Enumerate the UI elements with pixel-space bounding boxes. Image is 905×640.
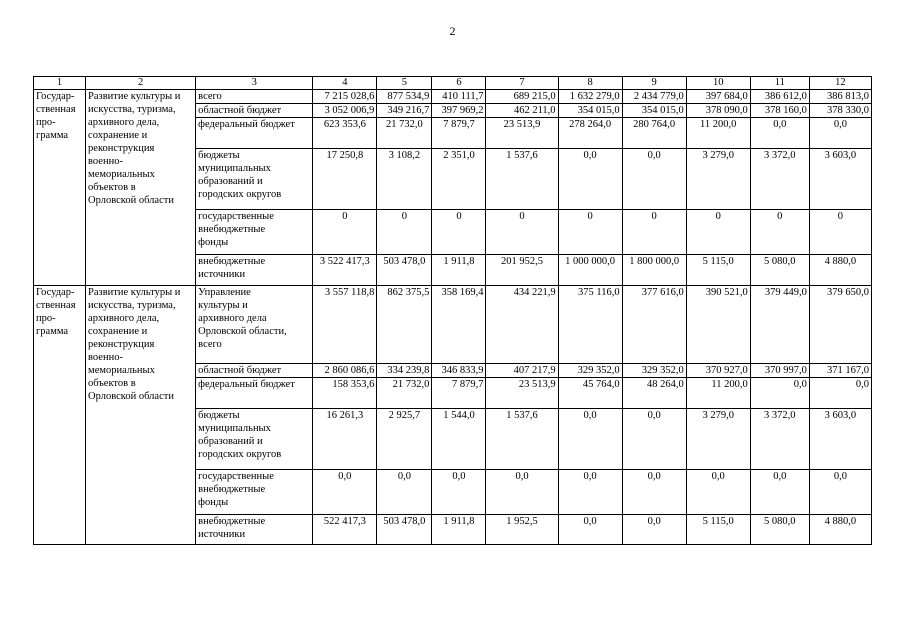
col-header: 10 xyxy=(686,77,750,90)
program-name-line: искусства, туризма, xyxy=(88,300,176,311)
program-name-line: сохранение и xyxy=(88,326,148,337)
col-header: 4 xyxy=(313,77,377,90)
funding-source-label: внебюджетные источники xyxy=(196,255,313,286)
value-cell: 354 015,0 xyxy=(622,104,686,118)
value-cell: 0,0 xyxy=(558,409,622,470)
value-cell: 4 880,0 xyxy=(809,255,871,286)
value-cell: 370 997,0 xyxy=(750,364,809,378)
value-cell: 2 351,0 xyxy=(432,149,486,210)
program-name-line: сохранение и xyxy=(88,130,148,141)
program-type-line: ственная xyxy=(36,104,76,115)
page-number: 2 xyxy=(449,24,456,38)
value-cell: 0,0 xyxy=(809,378,871,409)
value-cell: 278 264,0 xyxy=(558,118,622,149)
value-cell: 329 352,0 xyxy=(558,364,622,378)
col-header: 9 xyxy=(622,77,686,90)
value-cell: 0,0 xyxy=(558,470,622,515)
value-cell: 346 833,9 xyxy=(432,364,486,378)
value-cell: 1 544,0 xyxy=(432,409,486,470)
value-cell: 378 090,0 xyxy=(686,104,750,118)
value-cell: 3 052 006,9 xyxy=(313,104,377,118)
value-cell: 158 353,6 xyxy=(313,378,377,409)
program-name-line: Орловской области xyxy=(88,195,174,206)
value-cell: 354 015,0 xyxy=(558,104,622,118)
program-type-line: грамма xyxy=(36,130,69,141)
funding-source-label: Управление культуры и архивного дела Орловской области, всего xyxy=(196,286,313,364)
value-cell: 3 603,0 xyxy=(809,149,871,210)
program-name-cell xyxy=(86,286,196,545)
value-cell: 5 080,0 xyxy=(750,255,809,286)
value-cell: 0,0 xyxy=(558,515,622,545)
value-cell: 0 xyxy=(486,210,558,255)
program-name-line: Орловской области xyxy=(88,391,174,402)
value-cell: 45 764,0 xyxy=(558,378,622,409)
program-type-cell xyxy=(34,90,86,286)
value-cell: 0,0 xyxy=(686,470,750,515)
value-cell: 7 215 028,6 xyxy=(313,90,377,104)
value-cell: 2 860 086,6 xyxy=(313,364,377,378)
program-type-line: про- xyxy=(36,117,56,128)
value-cell: 1 537,6 xyxy=(486,409,558,470)
program-name-cell xyxy=(86,90,196,286)
value-cell: 0,0 xyxy=(622,470,686,515)
value-cell: 0 xyxy=(622,210,686,255)
funding-source-label: бюджеты муниципальных образований и городских округов xyxy=(196,409,313,470)
col-header: 1 xyxy=(34,77,86,90)
col-header: 3 xyxy=(196,77,313,90)
col-header: 2 xyxy=(86,77,196,90)
value-cell: 16 261,3 xyxy=(313,409,377,470)
program-name-line: военно- xyxy=(88,156,123,167)
value-cell: 0 xyxy=(750,210,809,255)
value-cell: 0 xyxy=(809,210,871,255)
funding-source-label: государственные внебюджетные фонды xyxy=(196,470,313,515)
value-cell: 0,0 xyxy=(622,149,686,210)
value-cell: 434 221,9 xyxy=(486,286,558,364)
program-type-line: грамма xyxy=(36,326,69,337)
value-cell: 0 xyxy=(558,210,622,255)
value-cell: 1 952,5 xyxy=(486,515,558,545)
value-cell: 17 250,8 xyxy=(313,149,377,210)
table-row xyxy=(34,286,872,364)
value-cell: 0,0 xyxy=(313,470,377,515)
value-cell: 862 375,5 xyxy=(377,286,432,364)
value-cell: 0,0 xyxy=(750,118,809,149)
program-name-line: Развитие культуры и xyxy=(88,91,181,102)
value-cell: 623 353,6 xyxy=(313,118,377,149)
value-cell: 503 478,0 xyxy=(377,515,432,545)
value-cell: 0,0 xyxy=(622,409,686,470)
program-name-line: мемориальных xyxy=(88,365,155,376)
value-cell: 410 111,7 xyxy=(432,90,486,104)
program-name-line: мемориальных xyxy=(88,169,155,180)
program-name-line: реконструкция xyxy=(88,339,155,350)
value-cell: 11 200,0 xyxy=(686,378,750,409)
value-cell: 3 603,0 xyxy=(809,409,871,470)
value-cell: 334 239,8 xyxy=(377,364,432,378)
program-type-line: Государ- xyxy=(36,91,75,102)
value-cell: 3 279,0 xyxy=(686,409,750,470)
value-cell: 5 080,0 xyxy=(750,515,809,545)
value-cell: 5 115,0 xyxy=(686,515,750,545)
program-type-line: Государ- xyxy=(36,287,75,298)
value-cell: 201 952,5 xyxy=(486,255,558,286)
value-cell: 1 800 000,0 xyxy=(622,255,686,286)
value-cell: 3 279,0 xyxy=(686,149,750,210)
value-cell: 371 167,0 xyxy=(809,364,871,378)
value-cell: 3 372,0 xyxy=(750,409,809,470)
value-cell: 0 xyxy=(432,210,486,255)
value-cell: 3 557 118,8 xyxy=(313,286,377,364)
value-cell: 0,0 xyxy=(622,515,686,545)
value-cell: 2 925,7 xyxy=(377,409,432,470)
col-header: 11 xyxy=(750,77,809,90)
col-header: 7 xyxy=(486,77,558,90)
value-cell: 21 732,0 xyxy=(377,378,432,409)
value-cell: 5 115,0 xyxy=(686,255,750,286)
value-cell: 23 513,9 xyxy=(486,118,558,149)
value-cell: 48 264,0 xyxy=(622,378,686,409)
value-cell: 0,0 xyxy=(486,470,558,515)
program-name-line: реконструкция xyxy=(88,143,155,154)
program-name-line: объектов в xyxy=(88,378,136,389)
program-name-line: архивного дела, xyxy=(88,313,160,324)
value-cell: 0,0 xyxy=(558,149,622,210)
value-cell: 4 880,0 xyxy=(809,515,871,545)
funding-source-label: федеральный бюджет xyxy=(196,378,313,409)
value-cell: 370 927,0 xyxy=(686,364,750,378)
value-cell: 522 417,3 xyxy=(313,515,377,545)
value-cell: 7 879,7 xyxy=(432,378,486,409)
value-cell: 7 879,7 xyxy=(432,118,486,149)
col-header: 5 xyxy=(377,77,432,90)
value-cell: 378 330,0 xyxy=(809,104,871,118)
funding-source-label: внебюджетные источники xyxy=(196,515,313,545)
col-header: 8 xyxy=(558,77,622,90)
value-cell: 21 732,0 xyxy=(377,118,432,149)
value-cell: 11 200,0 xyxy=(686,118,750,149)
program-name-line: Развитие культуры и xyxy=(88,287,181,298)
table-row xyxy=(34,90,872,104)
value-cell: 377 616,0 xyxy=(622,286,686,364)
value-cell: 1 632 279,0 xyxy=(558,90,622,104)
program-type-line: про- xyxy=(36,313,56,324)
header-row xyxy=(34,77,872,90)
value-cell: 1 911,8 xyxy=(432,515,486,545)
value-cell: 877 534,9 xyxy=(377,90,432,104)
program-name-line: архивного дела, xyxy=(88,117,160,128)
value-cell: 390 521,0 xyxy=(686,286,750,364)
value-cell: 1 537,6 xyxy=(486,149,558,210)
funding-source-label: областной бюджет xyxy=(196,104,313,118)
value-cell: 375 116,0 xyxy=(558,286,622,364)
value-cell: 349 216,7 xyxy=(377,104,432,118)
value-cell: 3 372,0 xyxy=(750,149,809,210)
value-cell: 689 215,0 xyxy=(486,90,558,104)
value-cell: 280 764,0 xyxy=(622,118,686,149)
funding-source-label: областной бюджет xyxy=(196,364,313,378)
value-cell: 0 xyxy=(313,210,377,255)
value-cell: 0,0 xyxy=(750,378,809,409)
col-header: 12 xyxy=(809,77,871,90)
funding-source-label: федеральный бюджет xyxy=(196,118,313,149)
value-cell: 503 478,0 xyxy=(377,255,432,286)
value-cell: 407 217,9 xyxy=(486,364,558,378)
program-name-line: объектов в xyxy=(88,182,136,193)
funding-source-label: бюджеты муниципальных образований и городских округов xyxy=(196,149,313,210)
value-cell: 0 xyxy=(686,210,750,255)
program-type-line: ственная xyxy=(36,300,76,311)
value-cell: 397 684,0 xyxy=(686,90,750,104)
budget-table xyxy=(33,76,872,545)
program-type-cell xyxy=(34,286,86,545)
value-cell: 358 169,4 xyxy=(432,286,486,364)
program-name-line: искусства, туризма, xyxy=(88,104,176,115)
funding-source-label: всего xyxy=(196,90,313,104)
value-cell: 23 513,9 xyxy=(486,378,558,409)
value-cell: 3 108,2 xyxy=(377,149,432,210)
value-cell: 0 xyxy=(377,210,432,255)
value-cell: 0,0 xyxy=(809,118,871,149)
value-cell: 1 911,8 xyxy=(432,255,486,286)
value-cell: 0,0 xyxy=(432,470,486,515)
value-cell: 3 522 417,3 xyxy=(313,255,377,286)
value-cell: 378 160,0 xyxy=(750,104,809,118)
value-cell: 329 352,0 xyxy=(622,364,686,378)
program-name-line: военно- xyxy=(88,352,123,363)
value-cell: 386 612,0 xyxy=(750,90,809,104)
value-cell: 386 813,0 xyxy=(809,90,871,104)
value-cell: 1 000 000,0 xyxy=(558,255,622,286)
value-cell: 0,0 xyxy=(750,470,809,515)
funding-source-label: государственные внебюджетные фонды xyxy=(196,210,313,255)
value-cell: 379 449,0 xyxy=(750,286,809,364)
value-cell: 397 969,2 xyxy=(432,104,486,118)
value-cell: 2 434 779,0 xyxy=(622,90,686,104)
value-cell: 0,0 xyxy=(809,470,871,515)
value-cell: 379 650,0 xyxy=(809,286,871,364)
value-cell: 0,0 xyxy=(377,470,432,515)
value-cell: 462 211,0 xyxy=(486,104,558,118)
col-header: 6 xyxy=(432,77,486,90)
